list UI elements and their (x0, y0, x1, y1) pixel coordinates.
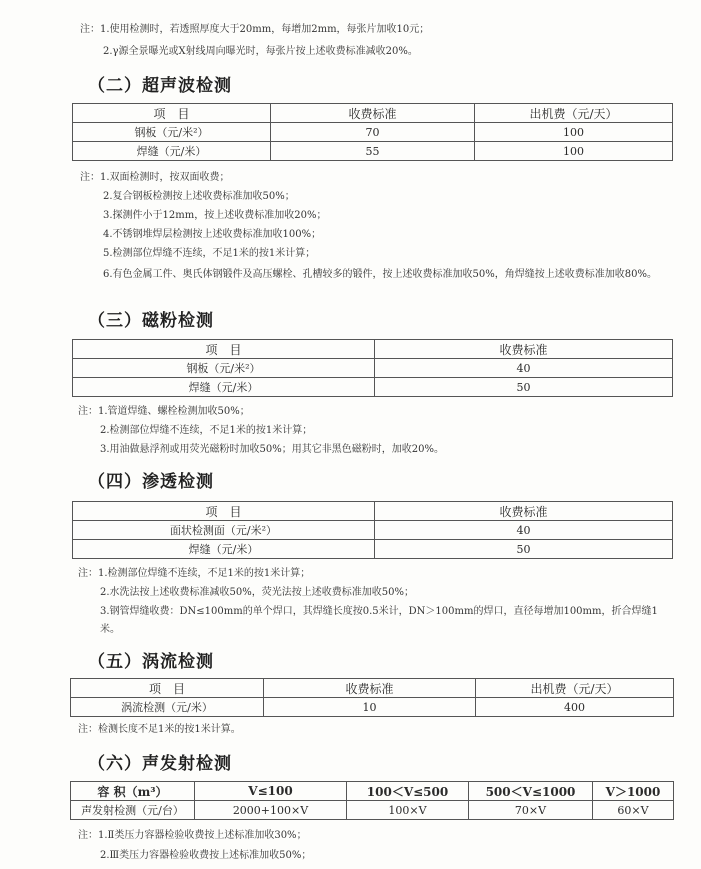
note-magnetic-3: 3.用油做悬浮剂或用荧光磁粉时加收50%；用其它非黑色磁粉时，加收20%。 (100, 444, 444, 455)
note-magnetic-2: 2.检测部位焊缝不连续，不足1米的按1米计算； (100, 425, 313, 436)
table-row (73, 378, 673, 397)
section-title-penetrant: （四）渗透检测 (88, 472, 214, 492)
section-title-eddy: （五）涡流检测 (88, 652, 214, 672)
acoustic-table (70, 781, 674, 820)
cell-item: 钢板（元/米²） (73, 359, 375, 378)
note-radiography-1: 注：1.使用检测时，若透照厚度大于20mm，每增加2mm，每张片加收10元； (80, 24, 430, 35)
table-row (71, 698, 674, 717)
magnetic-table (72, 339, 673, 397)
cell-fee: 55 (271, 142, 475, 161)
note-penetrant-3: 3.钢管焊缝收费：DN≤100mm的单个焊口，其焊缝长度按0.5米计，DN＞100mm的焊口，直径每增加100mm，折合焊缝1米。 (100, 606, 658, 635)
header-item: 项 目 (73, 502, 375, 521)
table-row (73, 521, 673, 540)
table-row (73, 142, 673, 161)
ultrasonic-table (72, 103, 673, 161)
header-fee: 收费标准 (271, 104, 475, 123)
cell-fee: 40 (375, 521, 673, 540)
header-item: 项 目 (71, 679, 264, 698)
cell-machine-fee: 400 (476, 698, 674, 717)
table-header-row (73, 104, 673, 123)
header-fee: 收费标准 (264, 679, 476, 698)
table-header-row (71, 782, 674, 801)
cell-fee-v-100-500: 100×V (347, 801, 469, 820)
cell-item: 钢板（元/米²） (73, 123, 271, 142)
cell-fee: 10 (264, 698, 476, 717)
section-title-ultrasonic: （二）超声波检测 (88, 76, 232, 96)
cell-item: 涡流检测（元/米） (71, 698, 264, 717)
cell-machine-fee: 100 (475, 123, 673, 142)
header-item: 项 目 (73, 104, 271, 123)
header-v-100-500: 100＜V≤500 (347, 782, 469, 801)
table-row (73, 123, 673, 142)
header-item: 项 目 (73, 340, 375, 359)
note-acoustic-2: 2.Ⅲ类压力容器检验收费按上述标准加收50%； (100, 850, 312, 861)
cell-fee: 70 (271, 123, 475, 142)
cell-item: 面状检测面（元/米²） (73, 521, 375, 540)
header-fee: 收费标准 (375, 502, 673, 521)
note-magnetic-1: 注：1.管道焊缝、螺栓检测加收50%； (78, 406, 250, 417)
note-ultrasonic-4: 4.不锈钢堆焊层检测按上述收费标准加收100%； (103, 229, 322, 240)
cell-fee-v-gt-1000: 60×V (593, 801, 674, 820)
table-row (71, 801, 674, 820)
header-volume: 容 积（m³） (71, 782, 195, 801)
eddy-table (70, 678, 674, 717)
note-eddy-1: 注：检测长度不足1米的按1米计算。 (78, 724, 241, 735)
table-header-row (73, 502, 673, 521)
table-header-row (73, 340, 673, 359)
note-ultrasonic-6: 6.有色金属工件、奥氏体钢锻件及高压螺栓、孔槽较多的锻件，按上述收费标准加收50%，角焊缝按上述收费标准加收80%。 (103, 269, 657, 280)
table-row (73, 359, 673, 378)
table-header-row (71, 679, 674, 698)
header-machine-fee: 出机费（元/天） (475, 104, 673, 123)
cell-item: 声发射检测（元/台） (71, 801, 195, 820)
note-acoustic-1: 注：1.Ⅱ类压力容器检验收费按上述标准加收30%； (78, 830, 307, 841)
cell-item: 焊缝（元/米） (73, 142, 271, 161)
note-ultrasonic-1: 注：1.双面检测时，按双面收费； (80, 172, 230, 183)
cell-fee: 50 (375, 378, 673, 397)
section-title-acoustic: （六）声发射检测 (88, 754, 232, 774)
cell-fee-v-500-1000: 70×V (469, 801, 593, 820)
penetrant-table (72, 501, 673, 559)
header-machine-fee: 出机费（元/天） (476, 679, 674, 698)
note-ultrasonic-3: 3.探测件小于12mm，按上述收费标准加收20%； (103, 210, 327, 221)
note-radiography-2: 2.γ源全景曝光或X射线周向曝光时，每张片按上述收费标准减收20%。 (103, 46, 418, 57)
cell-item: 焊缝（元/米） (73, 540, 375, 559)
note-penetrant-1: 注：1.检测部位焊缝不连续，不足1米的按1米计算； (78, 568, 311, 579)
header-fee: 收费标准 (375, 340, 673, 359)
cell-machine-fee: 100 (475, 142, 673, 161)
section-title-magnetic: （三）磁粉检测 (88, 311, 214, 331)
header-v-500-1000: 500＜V≤1000 (469, 782, 593, 801)
cell-fee: 40 (375, 359, 673, 378)
note-penetrant-2: 2.水洗法按上述收费标准减收50%，荧光法按上述收费标准加收50%； (100, 587, 414, 598)
header-v-le-100: V≤100 (195, 782, 347, 801)
cell-fee: 50 (375, 540, 673, 559)
note-ultrasonic-5: 5.检测部位焊缝不连续，不足1米的按1米计算； (103, 248, 316, 259)
table-row (73, 540, 673, 559)
note-ultrasonic-2: 2.复合钢板检测按上述收费标准加收50%； (103, 191, 295, 202)
cell-fee-v-le-100: 2000+100×V (195, 801, 347, 820)
cell-item: 焊缝（元/米） (73, 378, 375, 397)
header-v-gt-1000: V＞1000 (593, 782, 674, 801)
